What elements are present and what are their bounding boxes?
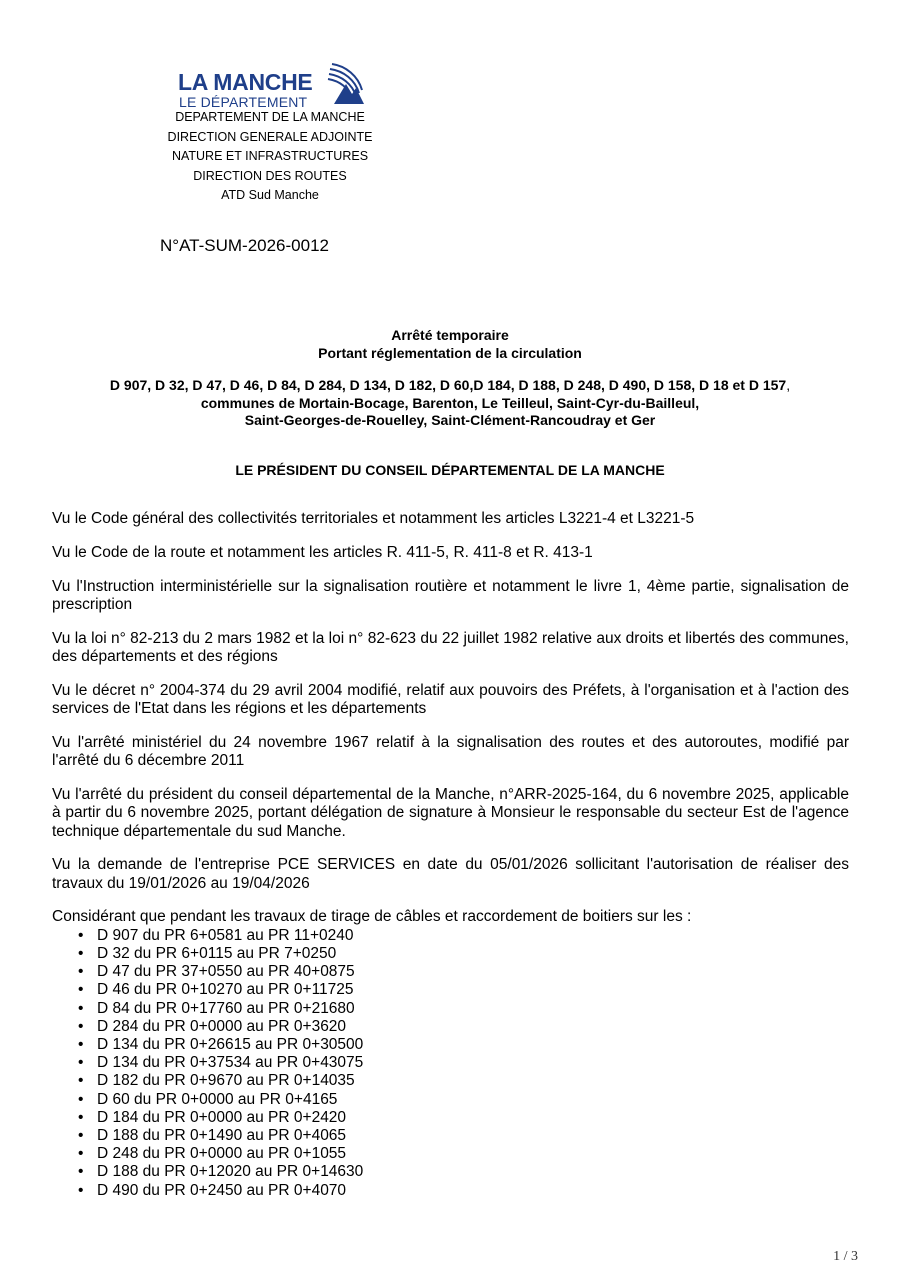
header-line: NATURE ET INFRASTRUCTURES xyxy=(171,149,369,163)
communes-line-2: Saint-Georges-de-Rouelley, Saint-Clément-Rancoudray et Ger xyxy=(244,412,656,428)
document-title xyxy=(52,327,848,362)
document-body xyxy=(52,510,849,1200)
header-line: DIRECTION GENERALE ADJOINTE xyxy=(167,129,373,144)
list-item: • D 248 du PR 0+0000 au PR 0+1055 xyxy=(97,1145,849,1163)
list-item: • D 46 du PR 0+10270 au PR 0+11725 xyxy=(97,981,849,999)
paragraph: Vu l'arrêté du président du conseil départemental de la Manche, n°ARR-2025-164, du 6 novembre 2025, applicable à partir du 6 novembre 2025, portant délégation de signature à Monsieur le responsable du secteur Est de l'agence technique départementale du sud Manche. xyxy=(52,785,849,840)
list-item: • D 182 du PR 0+9670 au PR 0+14035 xyxy=(97,1072,849,1090)
list-item: • D 284 du PR 0+0000 au PR 0+3620 xyxy=(97,1018,849,1036)
list-item: • D 184 du PR 0+0000 au PR 0+2420 xyxy=(97,1109,849,1127)
road-sections-list xyxy=(52,927,849,1200)
roads-communes xyxy=(52,377,848,430)
logo-sub-text: LE DÉPARTEMENT xyxy=(179,94,308,110)
list-item: • D 60 du PR 0+0000 au PR 0+4165 xyxy=(97,1091,849,1109)
paragraph: Vu l'Instruction interministérielle sur la signalisation routière et notamment le livre 1, 4ème partie, signalisation de prescription xyxy=(52,577,849,613)
document-reference: N°AT-SUM-2026-0012 xyxy=(160,236,329,255)
list-item: • D 134 du PR 0+37534 au PR 0+43075 xyxy=(97,1054,849,1072)
paragraph: Vu le Code de la route et notamment les articles R. 411-5, R. 411-8 et R. 413-1 xyxy=(52,543,593,561)
list-item: • D 47 du PR 37+0550 au PR 40+0875 xyxy=(97,963,849,981)
paragraph: Vu le décret n° 2004-374 du 29 avril 2004 modifié, relatif aux pouvoirs des Préfets, à l'organisation et à l'action des services de l'Etat dans les régions et les départements xyxy=(52,681,849,718)
logo-main-text: LA MANCHE xyxy=(178,69,313,95)
considerant-paragraph: Considérant que pendant les travaux de tirage de câbles et raccordement de boitiers sur les : xyxy=(52,908,692,926)
list-item: • D 134 du PR 0+26615 au PR 0+30500 xyxy=(97,1036,849,1054)
list-item: • D 188 du PR 0+12020 au PR 0+14630 xyxy=(97,1163,849,1181)
roads-line xyxy=(52,377,848,395)
list-item: • D 490 du PR 0+2450 au PR 0+4070 xyxy=(97,1182,849,1200)
paragraph: Vu l'arrêté ministériel du 24 novembre 1967 relatif à la signalisation des routes et des autoroutes, modifié par l'arrêté du 6 décembre 2011 xyxy=(52,733,849,770)
list-item: • D 907 du PR 6+0581 au PR 11+0240 xyxy=(97,927,849,945)
list-item: • D 188 du PR 0+1490 au PR 0+4065 xyxy=(97,1127,849,1145)
department-lines xyxy=(160,108,380,206)
list-item: • D 32 du PR 6+0115 au PR 7+0250 xyxy=(97,945,849,963)
paragraph: Vu la demande de l'entreprise PCE SERVICES en date du 05/01/2026 sollicitant l'autorisation de réaliser des travaux du 19/01/2026 au 19/04/2026 xyxy=(52,856,849,892)
department-logo xyxy=(178,58,368,108)
header-line: DEPARTEMENT DE LA MANCHE xyxy=(175,110,365,124)
paragraph: Vu le Code général des collectivités territoriales et notamment les articles L3221-4 et L3221-5 xyxy=(52,510,695,527)
page-number: 1 / 3 xyxy=(833,1249,858,1264)
paragraph: Vu la loi n° 82-213 du 2 mars 1982 et la loi n° 82-623 du 22 juillet 1982 relative aux droits et libertés des communes, des départements et des régions xyxy=(52,629,849,665)
title-line-1: Arrêté temporaire xyxy=(391,327,509,343)
authority-heading: LE PRÉSIDENT DU CONSEIL DÉPARTEMENTAL DE LA MANCHE xyxy=(235,462,665,478)
roads-suffix: , xyxy=(786,377,791,393)
logo-swoosh-icon xyxy=(326,60,366,106)
header-line: ATD Sud Manche xyxy=(221,188,319,202)
roads-list: D 907, D 32, D 47, D 46, D 84, D 284, D 134, D 182, D 60,D 184, D 188, D 248, D 490, D 158, D 18 et D 157 xyxy=(109,377,787,393)
title-line-2: Portant réglementation de la circulation xyxy=(318,344,582,361)
header-line: DIRECTION DES ROUTES xyxy=(193,168,347,183)
list-item: • D 84 du PR 0+17760 au PR 0+21680 xyxy=(97,1000,849,1018)
communes-line-1: communes de Mortain-Bocage, Barenton, Le Teilleul, Saint-Cyr-du-Bailleul, xyxy=(200,394,700,411)
